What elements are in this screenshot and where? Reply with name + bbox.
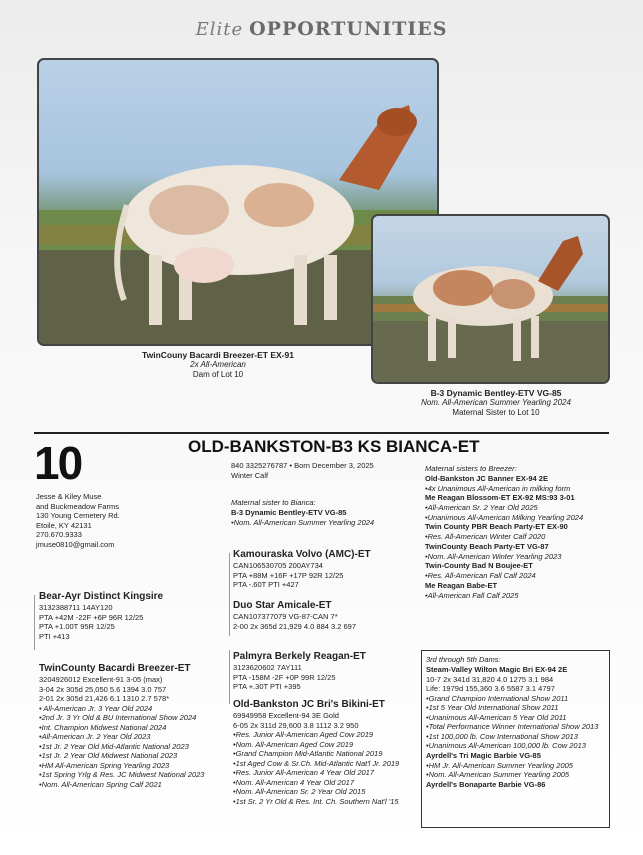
lot-title: OLD-BANKSTON-B3 KS BIANCA-ET [188,437,480,456]
dams-box-content [426,655,598,790]
breezer-sister-name: TwinCounty Beach Party-ET VG-87 [425,541,549,551]
maternal-sister-block [231,498,374,527]
sire-line: 3132388711 14AY120 [39,603,113,612]
granddam-note: •Res. Junior All-American Aged Cow 2019 [233,730,374,739]
granddam-note: •Grand Champion Mid-Atlantic National 2019 [233,749,383,758]
dam3-name: Steam-Valley Wilton Magic Bri EX-94 2E [426,664,568,674]
breezer-sister-note: •Res. All-American Fall Calf 2024 [425,571,536,580]
kamouraska-line: PTA -.60T PTI +427 [233,580,299,589]
dams-box-heading: 3rd through 5th Dams: [426,655,501,664]
maternal-sister-name: B-3 Dynamic Bentley-ETV VG-85 [231,507,347,517]
page-header [0,18,643,40]
maternal-sister-note: •Nom. All-American Summer Yearling 2024 [231,517,375,527]
palmyra-line: PTA +.30T PTI +395 [233,682,301,691]
breezer-sister-note: •All-American Sr. 2 Year Old 2025 [425,503,538,512]
breezer-sister-note: •All-American Fall Calf 2025 [425,590,519,600]
dam-note: •Int. Champion Midwest National 2024 [39,722,167,732]
breezer-sister-name: Me Reagan Babe-ET [425,580,498,590]
breezer-sister-note: •Res. All-American Winter Calf 2020 [425,532,546,541]
dam-caption-name: TwinCouny Bacardi Breezer-ET EX-91 [142,350,294,360]
header-elite: Elite [195,19,244,40]
maternal-sister-heading: Maternal sister to Bianca: [231,498,316,507]
pedigree-bar-sire [34,595,35,650]
dam3-note: •Grand Champion International Show 2011 [426,693,569,703]
duostar-line: 2-00 2x 365d 21,929 4.0 884 3.2 697 [233,621,357,631]
palmyra-name: Palmyra Berkely Reagan-ET [233,651,366,662]
granddam-note: •Res. Junior All-American 4 Year Old 2017 [233,768,375,777]
registration [231,461,374,480]
owner-line: Etoile, KY 42131 [36,520,92,530]
sister-caption-line2: Maternal Sister to Lot 10 [452,408,540,417]
kamouraska-block [233,549,371,590]
dam-note: • All-American Jr. 3 Year Old 2024 [39,703,153,713]
registration-line: Winter Calf [231,470,269,480]
dam-note: •1st Jr. 2 Year Old Midwest National 2023 [39,751,178,760]
dam-caption-line2: Dam of Lot 10 [192,370,244,379]
dam-note: •All-American Jr. 2 Year Old 2023 [39,732,151,741]
breezer-sister-name: Twin County PBR Beach Party-ET EX-90 [425,522,568,531]
sister-caption-name: B-3 Dynamic Bentley-ETV VG-85 [430,388,562,398]
lot-number: 10 [34,437,82,489]
owner-line: 130 Young Cemetery Rd. [36,511,120,520]
breezer-sister-name: Old-Bankston JC Banner EX-94 2E [425,473,548,483]
sister-photo [371,214,610,384]
granddam-note: •1st Aged Cow & Sr.Ch. Mid-Atlantic Nat'l Jr. 2019 [233,758,400,768]
kamouraska-name: Kamouraska Volvo (AMC)-ET [233,549,371,560]
sire-name: Bear-Ayr Distinct Kingsire [39,591,164,602]
dam-caption [100,350,336,380]
dam5-name: Ayrdell's Bonaparte Barbie VG-86 [426,779,546,789]
granddam-line: 6-05 2x 311d 29,600 3.8 1112 3.2 950 [233,720,359,730]
duostar-line: CAN107377079 VG-87-CAN 7* [233,612,338,621]
duostar-name: Duo Star Amicale-ET [233,600,332,611]
dam-caption-line1: 2x All-American [190,360,246,369]
granddam-line: 69949958 Excellent-94 3E Gold [233,711,339,720]
dam3-note: •1st 100,000 lb. Cow International Show 2013 [426,731,578,741]
owner-email: jmuse0810@gmail.com [36,539,115,549]
dam-line: 2-01 2x 305d 21,426 6.1 1310 2.7 578* [39,694,170,703]
header-title: OPPORTUNITIES [249,18,448,40]
granddam-note: •Nom. All-American Aged Cow 2019 [233,739,354,749]
pedigree-bar-kamouraska [229,553,230,636]
granddam-note: •1st Sr. 2 Yr Old & Res. Int. Ch. Southern Nat'l '15 [233,796,399,806]
duostar-block [233,600,356,631]
owner-line: 270.670.9333 [36,530,82,539]
dam4-note: •Nom. All-American Summer Yearling 2005 [426,770,570,779]
dam3-note: •Total Performance Winner International Show 2013 [426,722,599,731]
dam4-note: •HM Jr. All-American Summer Yearling 2005 [426,760,573,770]
dam3-note: •1st 5 Year Old International Show 2011 [426,703,559,712]
cow-illustration-sister [373,216,610,384]
dam3-line: 10-7 2x 341d 31,820 4.0 1275 3.1 984 [426,674,554,684]
kamouraska-line: CAN106530705 200AY734 [233,561,323,570]
dam-note: •1st Jr. 2 Year Old Mid-Atlantic National 2023 [39,741,189,751]
sister-caption-line1: Nom. All-American Summer Yearling 2024 [421,398,571,407]
dam3-note: •Unanimous All-American 5 Year Old 2011 [426,712,567,722]
registration-line: 840 3325276787 • Born December 3, 2025 [231,461,374,470]
palmyra-line: 3123620602 7AY111 [233,663,302,672]
dam-line: 3204926012 Excellent-91 3-05 (max) [39,675,163,684]
granddam-note: •Nom. All-American 4 Year Old 2017 [233,777,355,787]
owner-line: and Buckmeadow Farms [36,501,119,511]
kamouraska-line: PTA +88M +16F +17P 92R 12/25 [233,570,344,580]
pedigree-bar-palmyra [229,650,230,704]
dam-line: 3-04 2x 305d 25,050 5.6 1394 3.0 757 [39,684,167,694]
owner-block [36,492,120,549]
dam3-line: Life: 1979d 155,360 3.6 5587 3.1 4797 [426,684,555,693]
palmyra-block [233,651,366,692]
dam-note: •1st Spring Yrlg & Res. JC Midwest National 2023 [39,770,205,779]
breezer-sister-name: Twin-County Bad N Boujee-ET [425,561,533,570]
sire-line: PTA +1.00T 95R 12/25 [39,622,115,631]
breezer-sisters-block [425,464,583,600]
dam-note: •2nd Jr. 3 Yr Old & BU International Show 2024 [39,713,197,722]
sister-caption [382,388,610,418]
dam-note: •Nom. All-American Spring Calf 2021 [39,779,162,789]
section-divider [34,432,609,434]
granddam-block [233,699,399,806]
breezer-sister-note: •Nom. All-American Winter Yearling 2023 [425,551,562,561]
breezer-sister-name: Me Reagan Blossom-ET EX-92 MS:93 3-01 [425,493,575,502]
owner-line: Jesse & Kiley Muse [36,492,102,501]
dam-note: •HM All-American Spring Yearling 2023 [39,760,170,770]
breezer-sister-note: •Unanimous All-American Milking Yearling 2024 [425,512,584,522]
dam3-note: •Unanimous All-American 100,000 lb. Cow 2013 [426,741,586,750]
dam-block [39,663,204,789]
breezer-sisters-heading: Maternal sisters to Breezer: [425,464,517,473]
dam-name: TwinCounty Bacardi Breezer-ET [39,663,191,674]
granddam-name: Old-Bankston JC Bri's Bikini-ET [233,699,385,710]
dam4-name: Ayrdell's Tri Magic Barbie VG-85 [426,750,541,760]
granddam-note: •Nom. All-American Sr. 2 Year Old 2015 [233,787,366,796]
palmyra-line: PTA -158M -2F +0P 99R 12/25 [233,672,336,682]
sire-line: PTI +413 [39,631,70,641]
breezer-sister-note: •4x Unanimous All-American in milking form [425,483,571,493]
sire-block [39,591,163,641]
sire-line: PTA +42M -22F +6P 96R 12/25 [39,612,144,622]
